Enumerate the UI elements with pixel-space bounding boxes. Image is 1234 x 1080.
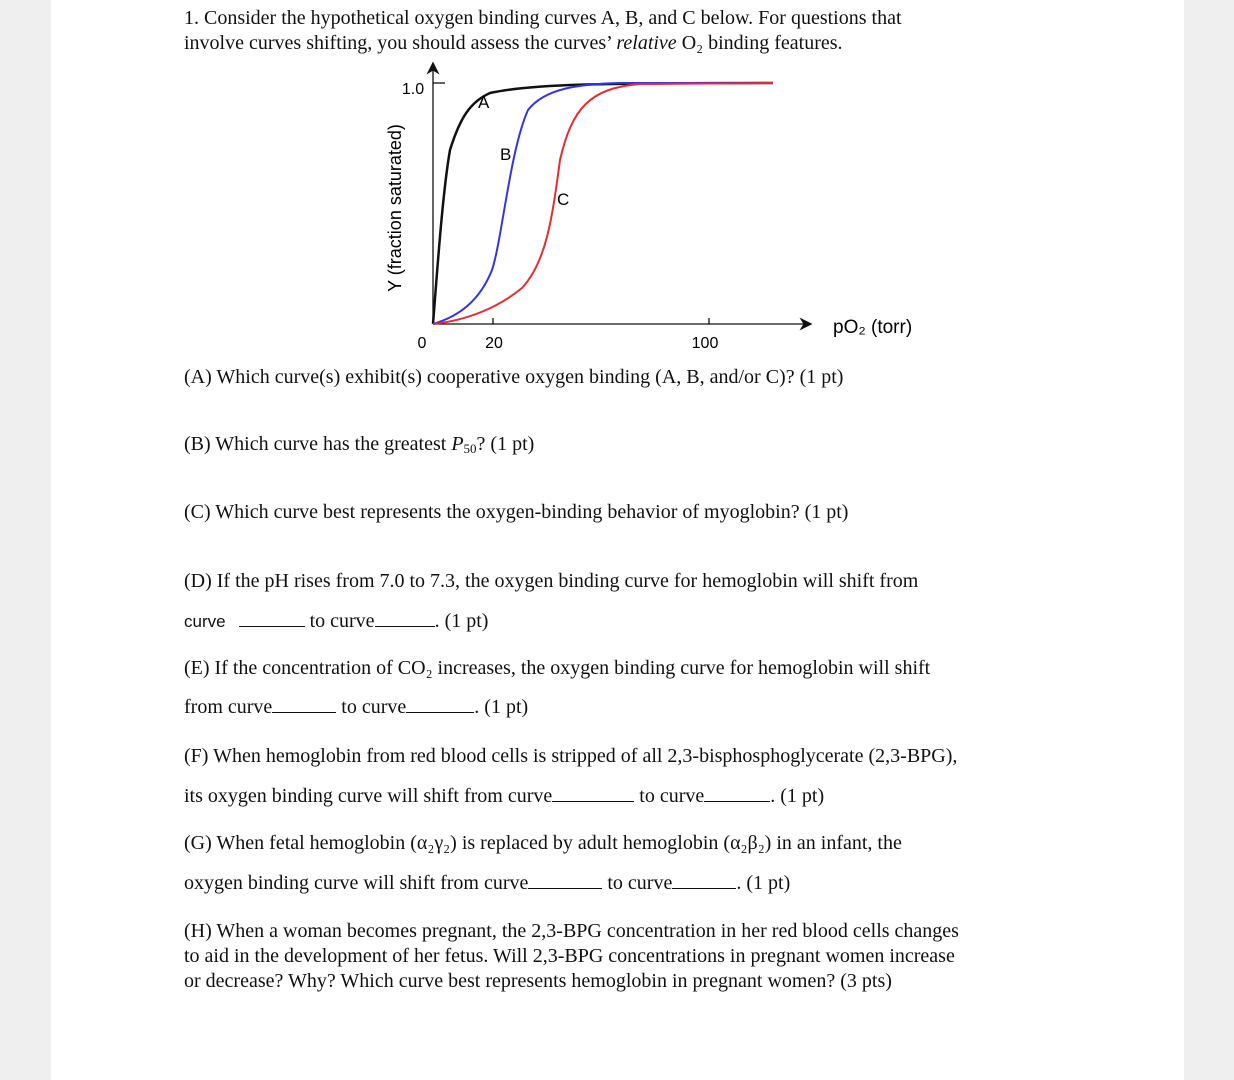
d-from-blank[interactable] <box>239 608 305 627</box>
question-f-pts: . (1 pt) <box>770 785 825 807</box>
g-to-blank[interactable] <box>672 870 736 889</box>
question-f-from: its oxygen binding curve will shift from curve <box>184 785 553 807</box>
question-e-to: to curve <box>341 696 407 718</box>
question-g-to: to curve <box>607 872 673 894</box>
f-to-blank[interactable] <box>704 783 770 802</box>
curve-B-label: B <box>500 145 512 164</box>
question-e-from: from curve <box>184 696 273 718</box>
question-g-line-1: (G) When fetal hemoglobin (α₂γ₂) is replaced by adult hemoglobin (α₂β₂) in an infant, the <box>184 832 902 854</box>
question-d-line-1: (D) If the pH rises from 7.0 to 7.3, the oxygen binding curve for hemoglobin will shift from <box>184 570 919 592</box>
question-h-line-1: (H) When a woman becomes pregnant, the 2,3-BPG concentration in her red blood cells changes <box>184 920 959 942</box>
question-g-pts: . (1 pt) <box>736 872 791 894</box>
question-f-to: to curve <box>639 785 705 807</box>
question-d-to: to curve <box>309 610 375 632</box>
x-tick-label-100: 100 <box>691 335 719 352</box>
question-b-var: P <box>451 433 464 455</box>
x-tick-label-0: 0 <box>417 335 427 352</box>
intro-line-2-pre: involve curves shifting, you should assess the curves’ <box>184 32 612 54</box>
f-from-blank[interactable] <box>552 783 634 802</box>
intro-line-1: 1. Consider the hypothetical oxygen binding curves A, B, and C below. For questions that <box>184 7 902 29</box>
x-tick-label-20: 20 <box>485 335 503 352</box>
intro-line-2-post: O₂ binding features. <box>681 32 843 54</box>
e-from-blank[interactable] <box>272 694 336 713</box>
d-to-blank[interactable] <box>375 608 435 627</box>
question-h-line-3: or decrease? Why? Which curve best represents hemoglobin in pregnant women? (3 pts) <box>184 970 892 992</box>
oxygen-binding-chart <box>0 0 1234 365</box>
curve-A-label: A <box>478 93 490 112</box>
question-e-line-1: (E) If the concentration of CO₂ increases, the oxygen binding curve for hemoglobin will shift <box>184 657 931 679</box>
question-f-line-2 <box>184 783 824 809</box>
question-d-pts: . (1 pt) <box>434 610 489 632</box>
question-b-post: ? (1 pt) <box>476 433 535 455</box>
question-b <box>184 432 534 457</box>
g-from-blank[interactable] <box>528 870 602 889</box>
question-g-line-2 <box>184 870 790 896</box>
curve-A-line <box>433 83 773 324</box>
question-c: (C) Which curve best represents the oxygen-binding behavior of myoglobin? (1 pt) <box>184 501 849 523</box>
curve-B-line <box>433 83 773 324</box>
question-d-line-2 <box>184 608 488 634</box>
question-g-from: oxygen binding curve will shift from curve <box>184 872 529 894</box>
e-to-blank[interactable] <box>406 694 474 713</box>
question-d-curve-word: curve <box>184 612 226 631</box>
intro-line-2-emphasis: relative <box>616 32 677 54</box>
x-axis-label: pO₂ (torr) <box>833 317 913 338</box>
question-e-pts: . (1 pt) <box>474 696 529 718</box>
curve-C-line <box>433 83 773 324</box>
question-a: (A) Which curve(s) exhibit(s) cooperative oxygen binding (A, B, and/or C)? (1 pt) <box>184 366 844 388</box>
y-axis-label: Y (fraction saturated) <box>385 124 405 292</box>
y-tick-label-1: 1.0 <box>401 81 425 98</box>
question-f-line-1: (F) When hemoglobin from red blood cells is stripped of all 2,3-bisphosphoglycerate (2,3-BPG), <box>184 745 958 767</box>
question-b-pre: (B) Which curve has the greatest <box>184 433 447 455</box>
curve-C-label: C <box>557 190 570 209</box>
question-e-line-2 <box>184 694 528 720</box>
question-b-sub: 50 <box>463 441 477 456</box>
question-h-line-2: to aid in the development of her fetus. Will 2,3-BPG concentrations in pregnant women increase <box>184 945 955 967</box>
